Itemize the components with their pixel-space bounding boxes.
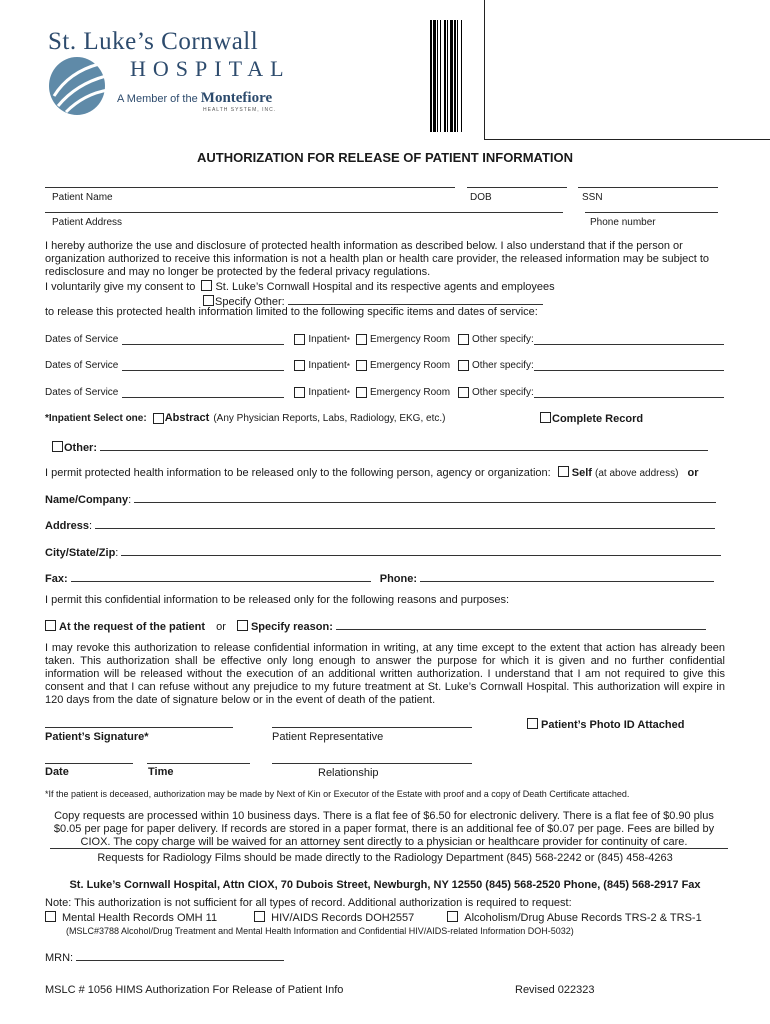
mental-health-checkbox[interactable] — [45, 911, 56, 922]
photo-id-checkbox[interactable] — [527, 718, 538, 729]
address-label: Address — [45, 520, 90, 532]
other-specify-field[interactable] — [534, 387, 724, 398]
phone-number-label: Phone number — [590, 217, 656, 228]
inpatient-label: Inpatient — [308, 387, 347, 398]
emergency-room-label: Emergency Room — [370, 360, 451, 371]
emergency-room-label: Emergency Room — [370, 387, 451, 398]
fees-divider — [50, 848, 728, 849]
barcode-bar — [440, 20, 441, 132]
slch-checkbox[interactable] — [201, 280, 212, 291]
representative-line[interactable] — [272, 727, 472, 728]
service-row: Dates of Service Inpatient * Emergency Room Other specify: — [45, 360, 724, 371]
other-specify-checkbox[interactable] — [458, 334, 469, 345]
mrn-label: MRN: — [45, 952, 74, 964]
hospital-name: St. Luke’s Cornwall — [48, 28, 259, 55]
inpatient-checkbox[interactable] — [294, 387, 305, 398]
time-line[interactable] — [147, 763, 250, 764]
note-options — [45, 911, 702, 924]
complete-record-option — [540, 412, 643, 425]
name-company-row: Name/Company: — [45, 492, 716, 506]
barcode-bar — [433, 20, 436, 132]
label-box — [484, 0, 770, 140]
barcode-bar — [450, 20, 453, 132]
mrn-field[interactable] — [76, 950, 284, 961]
request-of-patient-checkbox[interactable] — [45, 620, 56, 631]
patient-name-label: Patient Name — [52, 192, 113, 203]
specify-reason-checkbox[interactable] — [237, 620, 248, 631]
abstract-checkbox[interactable] — [153, 413, 164, 424]
name-company-label: Name/Company — [45, 494, 129, 506]
city-state-zip-label: City/State/Zip — [45, 547, 116, 559]
self-note: (at above address) — [595, 468, 679, 479]
fees-paragraph: Copy requests are processed within 10 business days. There is a flat fee of $6.50 for electronic delivery. There is a flat fee of $0.90 plus $0.05 per page for paper delivery. If records are stored in a paper format, there is an additional fee of $0.07 per page. Fees are billed by CIOX. The copy charge will be waived for an attorney sent directly to a physician or healthcare provider for continuity of care. — [53, 810, 715, 848]
request-of-patient-label: At the request of the patient — [59, 621, 206, 633]
barcode-bar — [454, 20, 456, 132]
mental-health-label: Mental Health Records OMH 11 — [62, 912, 218, 924]
other-specify-label: Other specify: — [472, 387, 534, 398]
purpose-row — [45, 619, 706, 633]
relationship-label: Relationship — [318, 767, 379, 779]
footer-form-id: MSLC # 1056 HIMS Authorization For Release of Patient Info — [45, 984, 344, 996]
other-field[interactable] — [100, 440, 708, 451]
fax-phone-row — [45, 571, 714, 585]
dates-of-service-field[interactable] — [122, 334, 284, 345]
phone-line[interactable] — [585, 212, 718, 213]
specify-other-checkbox[interactable] — [203, 295, 214, 306]
inpatient-label: Inpatient — [308, 360, 347, 371]
barcode-bar — [437, 20, 438, 132]
self-checkbox[interactable] — [558, 466, 569, 477]
member-subtitle: HEALTH SYSTEM, INC. — [203, 107, 277, 113]
mailing-address: St. Luke’s Cornwall Hospital, Attn CIOX, 70 Dubois Street, Newburgh, NY 12550 (845) 568-2520 Phone, (845) 568-2917 Fax — [69, 879, 701, 891]
other-checkbox[interactable] — [52, 441, 63, 452]
phone-field[interactable] — [420, 571, 714, 582]
dates-of-service-label: Dates of Service — [45, 334, 119, 345]
recipient-intro: I permit protected health information to be released only to the following person, agency or organization: — [45, 467, 551, 479]
or-label: or — [687, 467, 699, 479]
mslc-note: (MSLC#3788 Alcohol/Drug Treatment and Mental Health Information and Confidential HIV/AIDS-related Information DOH-5032) — [66, 926, 574, 936]
hiv-aids-label: HIV/AIDS Records DOH2557 — [271, 912, 415, 924]
name-company-field[interactable] — [134, 492, 716, 503]
self-label: Self — [571, 467, 592, 479]
fax-field[interactable] — [71, 571, 371, 582]
photo-id-option — [527, 718, 684, 731]
hospital-subtitle: HOSPITAL — [130, 56, 291, 81]
city-state-zip-field[interactable] — [121, 545, 721, 556]
other-specify-field[interactable] — [534, 360, 724, 371]
abstract-note: (Any Physician Reports, Labs, Radiology, EKG, etc.) — [213, 412, 446, 424]
specify-reason-field[interactable] — [336, 619, 706, 630]
other-option — [52, 440, 708, 454]
hiv-aids-checkbox[interactable] — [254, 911, 265, 922]
dates-of-service-field[interactable] — [122, 360, 284, 371]
consent-text: I voluntarily give my consent to — [45, 281, 196, 293]
service-row: Dates of Service Inpatient * Emergency Room Other specify: — [45, 334, 724, 345]
service-row: Dates of Service Inpatient * Emergency Room Other specify: — [45, 387, 724, 398]
dob-line[interactable] — [467, 187, 567, 188]
inpatient-label: Inpatient — [308, 334, 347, 345]
barcode-bar — [430, 20, 432, 132]
member-line — [117, 90, 272, 107]
consent-line — [45, 280, 555, 293]
barcode-bar — [461, 20, 462, 132]
signature-line[interactable] — [45, 727, 233, 728]
inpatient-checkbox[interactable] — [294, 360, 305, 371]
abstract-label: Abstract — [164, 412, 210, 424]
barcode-bar — [457, 20, 458, 132]
dates-of-service-field[interactable] — [122, 387, 284, 398]
recipient-line — [45, 466, 698, 479]
barcode-bar — [444, 20, 446, 132]
emergency-room-checkbox[interactable] — [356, 334, 367, 345]
complete-record-checkbox[interactable] — [540, 412, 551, 423]
other-specify-field[interactable] — [534, 334, 724, 345]
other-specify-checkbox[interactable] — [458, 387, 469, 398]
slch-option: St. Luke’s Cornwall Hospital and its respective agents and employees — [215, 281, 555, 293]
emergency-room-checkbox[interactable] — [356, 387, 367, 398]
date-line[interactable] — [45, 763, 133, 764]
revoke-paragraph: I may revoke this authorization to release confidential information in writing, at any time except to the extent that action has already been taken. This authorization shall be effective only long enough to answer the purpose for which it is given and no further confidential information will be released without the execution of an additional written authorization. I understand that I am not required to give this consent and that I can refuse without any prejudice to my future treatment at St. Luke’s Cornwall Hospital. This authorization will expire in 120 days from the date of signature below or in the event of death of the patient. — [45, 642, 725, 706]
other-specify-checkbox[interactable] — [458, 360, 469, 371]
specify-reason-label: Specify reason: — [250, 621, 333, 633]
hospital-logo-icon — [44, 54, 114, 118]
dates-of-service-label: Dates of Service — [45, 360, 119, 371]
ssn-label: SSN — [582, 192, 603, 203]
other-label: Other: — [64, 442, 97, 454]
address-row: Address: — [45, 518, 715, 532]
dob-label: DOB — [470, 192, 492, 203]
inpatient-select-row — [45, 412, 445, 424]
radiology-note: Requests for Radiology Films should be made directly to the Radiology Department (845) 568-2242 or (845) 458-4263 — [97, 852, 673, 864]
purpose-intro: I permit this confidential information to be released only for the following reasons and purposes: — [45, 594, 510, 606]
address-field[interactable] — [95, 518, 715, 529]
other-specify-label: Other specify: — [472, 360, 534, 371]
representative-label: Patient Representative — [272, 731, 384, 743]
intro-paragraph: I hereby authorize the use and disclosure of protected health information as described below. I also understand that if the person or organization authorized to receive this information is not a health plan or health care provider, the released information may be subject to redisclosure and may no longer be protected by the federal privacy regulations. — [45, 240, 710, 278]
note-intro: Note: This authorization is not sufficient for all types of record. Additional authorization is required to request: — [45, 897, 572, 909]
deceased-note: *If the patient is deceased, authorization may be made by Next of Kin or Executor of the Estate with proof and a copy of Death Certificate attached. — [45, 789, 630, 799]
mrn-row — [45, 950, 284, 964]
footer-revised: Revised 022323 — [515, 984, 595, 996]
inpatient-checkbox[interactable] — [294, 334, 305, 345]
alcohol-drug-checkbox[interactable] — [447, 911, 458, 922]
time-label: Time — [148, 766, 174, 778]
release-limit-text: to release this protected health information limited to the following specific items and dates of service: — [45, 306, 538, 318]
purpose-or-label: or — [216, 621, 226, 633]
barcode — [430, 20, 464, 132]
relationship-line[interactable] — [272, 763, 472, 764]
ssn-line[interactable] — [578, 187, 718, 188]
emergency-room-checkbox[interactable] — [356, 360, 367, 371]
barcode-bar — [447, 20, 448, 132]
signature-label: Patient’s Signature* — [45, 731, 149, 743]
page-title: AUTHORIZATION FOR RELEASE OF PATIENT INFORMATION — [196, 150, 574, 165]
member-name: Montefiore — [200, 90, 273, 106]
alcohol-drug-label: Alcoholism/Drug Abuse Records TRS-2 & TRS-1 — [464, 912, 702, 924]
specify-other-label: Specify Other: — [215, 296, 285, 308]
emergency-room-label: Emergency Room — [370, 334, 451, 345]
other-specify-label: Other specify: — [472, 334, 534, 345]
city-state-zip-row: City/State/Zip: — [45, 545, 721, 559]
patient-name-line[interactable] — [45, 187, 455, 188]
complete-record-label: Complete Record — [552, 413, 644, 425]
specify-other-field[interactable] — [288, 294, 543, 305]
patient-address-label: Patient Address — [52, 217, 123, 228]
inpatient-select-label: *Inpatient Select one: — [45, 412, 147, 424]
date-label: Date — [45, 766, 69, 778]
photo-id-label: Patient’s Photo ID Attached — [541, 719, 685, 731]
dates-of-service-label: Dates of Service — [45, 387, 119, 398]
phone-label: Phone: — [379, 573, 418, 585]
member-prefix: A Member of the — [117, 93, 198, 105]
patient-address-line[interactable] — [45, 212, 563, 213]
fax-label: Fax: — [45, 573, 68, 585]
